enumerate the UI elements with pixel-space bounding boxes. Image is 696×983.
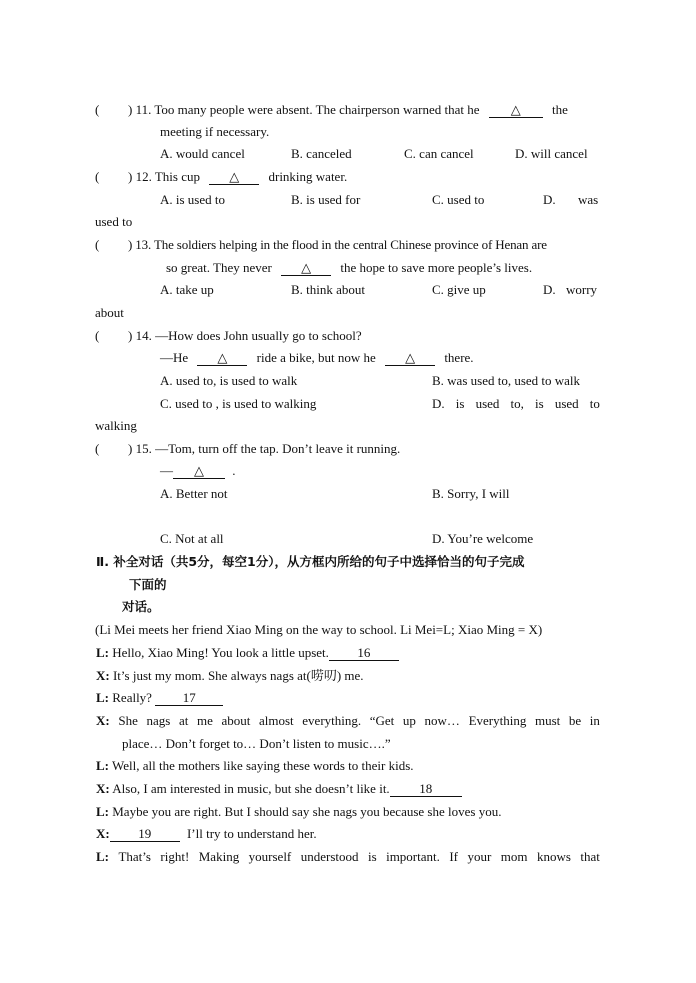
word: She bbox=[118, 713, 138, 728]
q14-option-d-word: to bbox=[589, 396, 600, 411]
q14-option-c: C. used to , is used to walking bbox=[160, 396, 317, 411]
q14-option-d-word: is bbox=[535, 396, 544, 411]
word: almost bbox=[258, 713, 294, 728]
dialogue-text-cont: place… Don’t forget to… Don’t listen to music….” bbox=[122, 736, 391, 751]
q15-stem-a: ) 15. —Tom, turn off the tap. Don’t leave it running. bbox=[128, 441, 401, 456]
dialogue-line-justified bbox=[96, 713, 600, 729]
word: is bbox=[367, 849, 377, 864]
word: mom bbox=[500, 849, 528, 864]
word: Everything bbox=[468, 713, 527, 728]
word: “Get bbox=[369, 713, 395, 728]
dialogue-text: Also, I am interested in music, but she doesn’t like it. bbox=[112, 781, 390, 796]
word: yourself bbox=[248, 849, 292, 864]
dialogue-line-justified bbox=[96, 849, 600, 865]
q12-option-d-letter: D. bbox=[543, 192, 556, 207]
q14-option-b: B. was used to, used to walk bbox=[432, 373, 581, 388]
q13-stem-cont bbox=[166, 260, 532, 276]
speaker-label: X: bbox=[96, 713, 110, 728]
q15-blank[interactable]: △ bbox=[173, 464, 225, 479]
word: That’s bbox=[118, 849, 151, 864]
q13-option-c: C. give up bbox=[432, 282, 486, 297]
dialogue-text: It’s just my mom. She always nags at(唠叨) me. bbox=[112, 668, 364, 683]
q13-option-d-wrap: about bbox=[95, 305, 124, 320]
word: about bbox=[221, 713, 251, 728]
dialogue-line bbox=[96, 668, 364, 684]
blank-19[interactable]: 19 bbox=[110, 827, 180, 842]
q15-option-a: A. Better not bbox=[160, 486, 228, 501]
q15-option-d: D. You’re welcome bbox=[432, 531, 534, 546]
q13-stem-a: ) 13. The soldiers helping in the flood in the central Chinese province of Henan are bbox=[128, 237, 547, 252]
q13-paren: ( bbox=[95, 237, 100, 252]
word: your bbox=[467, 849, 492, 864]
q14-option-d-wrap: walking bbox=[95, 418, 137, 433]
word: be bbox=[568, 713, 582, 728]
speaker-label: L: bbox=[96, 804, 109, 819]
q15-dash: — bbox=[160, 463, 173, 478]
q13-blank[interactable]: △ bbox=[281, 261, 331, 276]
dialogue-line-16 bbox=[96, 645, 399, 661]
q11-blank[interactable]: △ bbox=[489, 103, 543, 118]
q14-end: there. bbox=[444, 350, 474, 365]
q15-period: . bbox=[232, 463, 236, 478]
q12-stem-a: ) 12. This cup bbox=[128, 169, 200, 184]
section2-heading-cont: 下面的 bbox=[129, 577, 167, 592]
dialogue-line bbox=[96, 804, 501, 820]
q14-option-a: A. used to, is used to walk bbox=[160, 373, 298, 388]
q11-stem-b: the bbox=[552, 102, 568, 117]
q12-stem-b: drinking water. bbox=[268, 169, 348, 184]
q13-stem-c: so great. They never bbox=[166, 260, 272, 275]
q12-paren: ( bbox=[95, 169, 100, 184]
q11-option-d: D. will cancel bbox=[515, 146, 588, 161]
dialogue-text: Maybe you are right. But I should say she nags you because she loves you. bbox=[112, 804, 502, 819]
dialogue-intro: (Li Mei meets her friend Xiao Ming on the way to school. Li Mei=L; Xiao Ming = X) bbox=[95, 622, 543, 637]
q11-stem-a: ) 11. Too many people were absent. The chairperson warned that he bbox=[128, 102, 480, 117]
q12-option-b: B. is used for bbox=[291, 192, 361, 207]
word: at bbox=[178, 713, 189, 728]
speaker-label: L: bbox=[96, 758, 109, 773]
q14-option-d-word: used bbox=[475, 396, 500, 411]
blank-16[interactable]: 16 bbox=[329, 646, 399, 661]
speaker-label: X: bbox=[96, 668, 110, 683]
dialogue-text: I’ll try to understand her. bbox=[186, 826, 317, 841]
q14-stem-a: ) 14. —How does John usually go to school? bbox=[128, 328, 362, 343]
q15-paren: ( bbox=[95, 441, 100, 456]
q11-paren: ( bbox=[95, 102, 100, 117]
q11-stem bbox=[128, 102, 568, 118]
q11-option-b: B. canceled bbox=[291, 146, 352, 161]
speaker-label: X: bbox=[96, 826, 110, 841]
dialogue-text: Hello, Xiao Ming! You look a little upset. bbox=[112, 645, 329, 660]
word: me bbox=[196, 713, 213, 728]
q14-mid: ride a bike, but now he bbox=[256, 350, 376, 365]
word: nags bbox=[146, 713, 171, 728]
word: that bbox=[580, 849, 600, 864]
dialogue-text: Really? bbox=[112, 690, 152, 705]
q14-he: —He bbox=[160, 350, 189, 365]
q13-option-a: A. take up bbox=[160, 282, 214, 297]
blank-17[interactable]: 17 bbox=[155, 691, 223, 706]
dialogue-line-19 bbox=[96, 826, 317, 842]
q14-blank-2[interactable]: △ bbox=[385, 351, 435, 366]
q13-option-d-text: worry bbox=[566, 282, 598, 297]
blank-18[interactable]: 18 bbox=[390, 782, 462, 797]
word: must bbox=[534, 713, 561, 728]
word: understood bbox=[300, 849, 359, 864]
q12-option-c: C. used to bbox=[432, 192, 485, 207]
dialogue-line-17 bbox=[96, 690, 223, 706]
q11-option-c: C. can cancel bbox=[404, 146, 474, 161]
q14-paren: ( bbox=[95, 328, 100, 343]
q12-option-a: A. is used to bbox=[160, 192, 225, 207]
q14-option-d bbox=[432, 396, 600, 412]
q12-option-d-wrap: used to bbox=[95, 214, 133, 229]
word: If bbox=[449, 849, 458, 864]
q11-option-a: A. would cancel bbox=[160, 146, 245, 161]
q12-option-d-text: was bbox=[578, 192, 599, 207]
q14-blank-1[interactable]: △ bbox=[197, 351, 247, 366]
section2-heading: Ⅱ. 补全对话（共5分，每空1分），从方框内所给的句子中选择恰当的句子完成 bbox=[96, 554, 525, 569]
q13-option-b: B. think about bbox=[291, 282, 366, 297]
speaker-label: L: bbox=[96, 849, 109, 864]
q14-answer-line bbox=[160, 350, 474, 366]
word: up bbox=[402, 713, 416, 728]
q12-stem bbox=[128, 169, 347, 185]
q14-option-d-word: to, bbox=[510, 396, 524, 411]
word: in bbox=[589, 713, 600, 728]
q14-option-d-word: used bbox=[554, 396, 579, 411]
q15-answer-line bbox=[160, 463, 236, 479]
q14-option-d-word: is bbox=[455, 396, 465, 411]
q14-option-d-word: D. bbox=[432, 396, 445, 411]
speaker-label: X: bbox=[96, 781, 110, 796]
dialogue-text: Well, all the mothers like saying these words to their kids. bbox=[112, 758, 414, 773]
word: everything. bbox=[302, 713, 362, 728]
word: knows bbox=[536, 849, 571, 864]
word: right! bbox=[160, 849, 190, 864]
speaker-label: L: bbox=[96, 690, 109, 705]
q11-stem-cont: meeting if necessary. bbox=[160, 124, 270, 139]
dialogue-line-18 bbox=[96, 781, 462, 797]
q12-blank[interactable]: △ bbox=[209, 170, 259, 185]
speaker-label: L: bbox=[96, 645, 109, 660]
dialogue-line bbox=[96, 758, 414, 774]
section2-heading-cont2: 对话。 bbox=[122, 599, 160, 614]
q15-option-c: C. Not at all bbox=[160, 531, 224, 546]
word: now… bbox=[424, 713, 460, 728]
q13-stem-d: the hope to save more people’s lives. bbox=[340, 260, 533, 275]
word: important. bbox=[386, 849, 440, 864]
q15-option-b: B. Sorry, I will bbox=[432, 486, 510, 501]
q13-option-d-letter: D. bbox=[543, 282, 556, 297]
word: Making bbox=[198, 849, 240, 864]
